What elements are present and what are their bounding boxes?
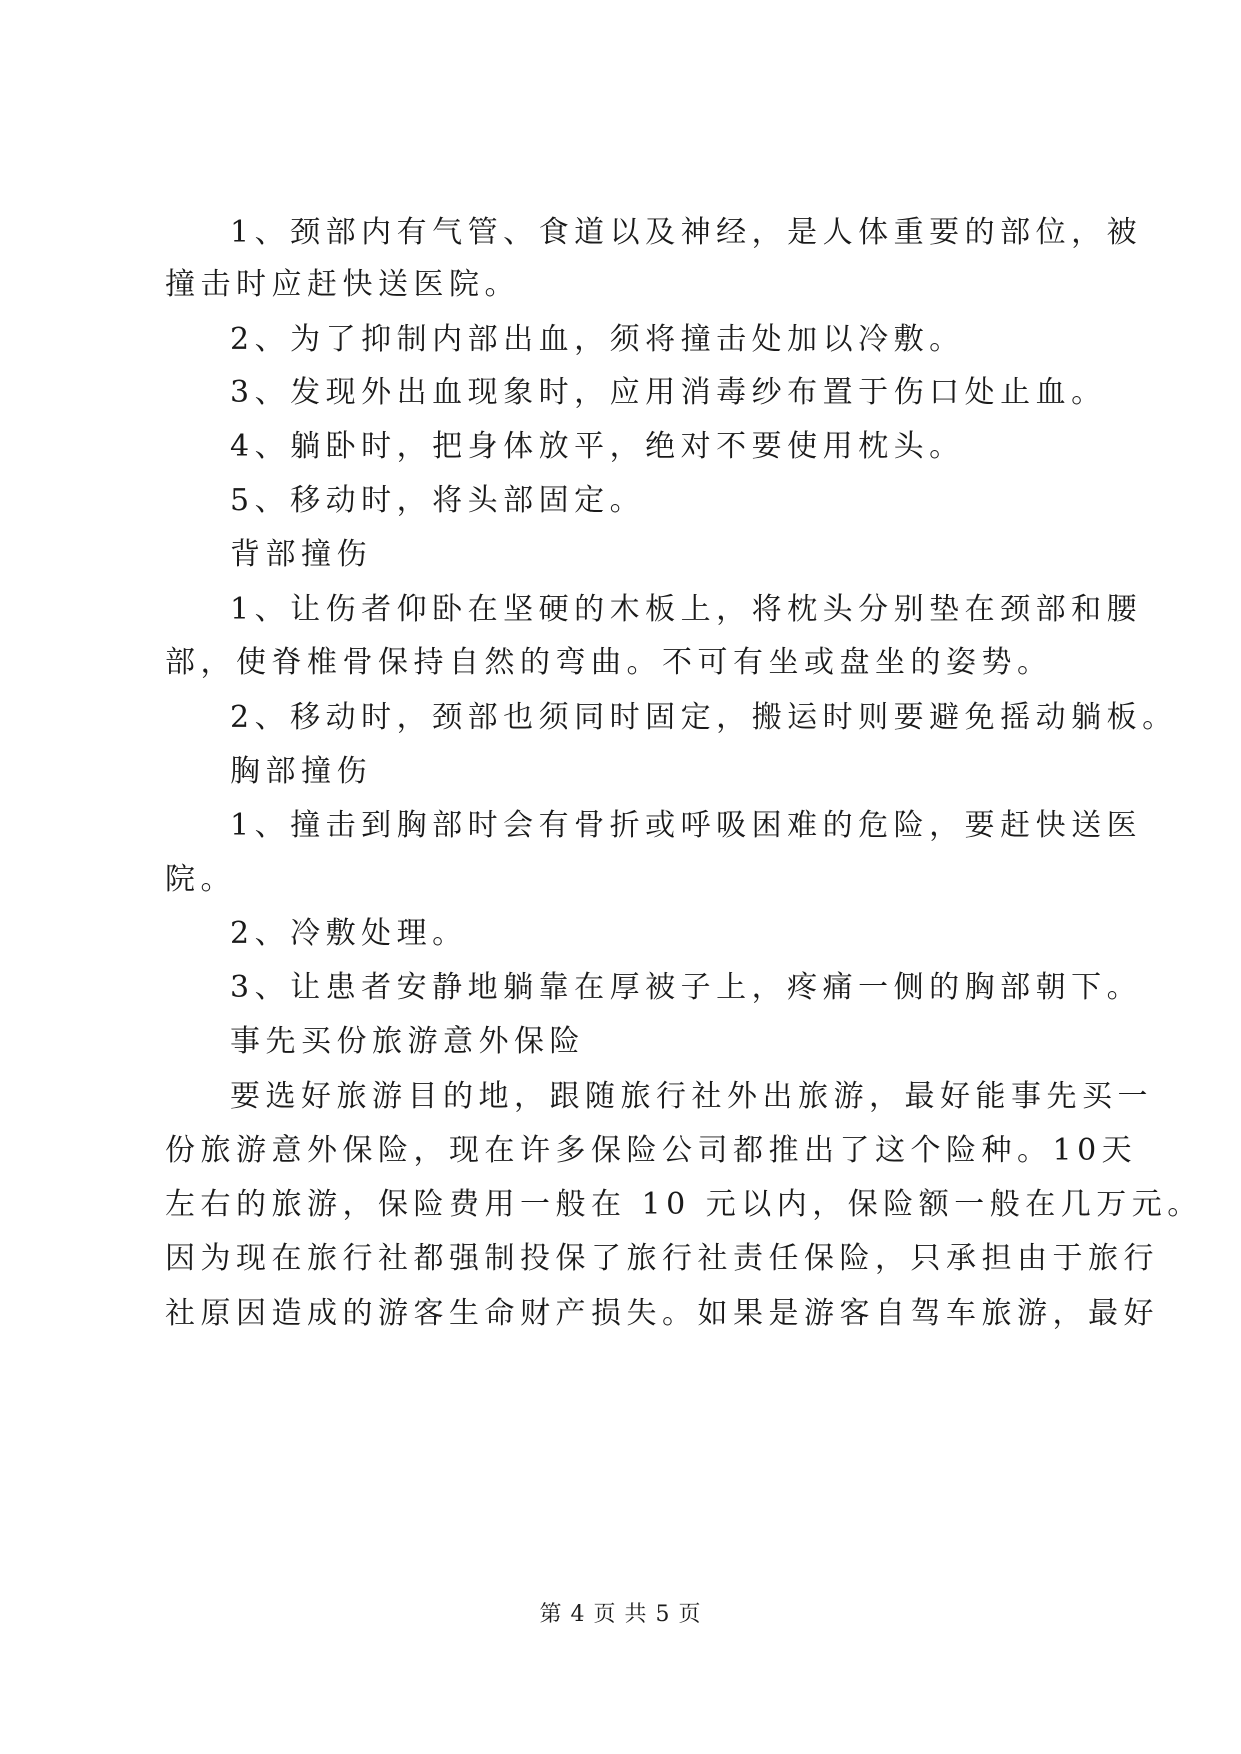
section-heading-travel-insurance: 事先买份旅游意外保险 — [230, 1024, 585, 1059]
paragraph-line: 部，使脊椎骨保持自然的弯曲。不可有坐或盘坐的姿势。 — [165, 645, 1053, 680]
paragraph-line: 1、撞击到胸部时会有骨折或呼吸困难的危险，要赶快送医 — [230, 808, 1143, 843]
paragraph-line: 3、发现外出血现象时，应用消毒纱布置于伤口处止血。 — [230, 375, 1107, 410]
paragraph-line: 要选好旅游目的地，跟随旅行社外出旅游，最好能事先买一 — [230, 1079, 1153, 1114]
section-heading-back-injury: 背部撞伤 — [230, 537, 372, 572]
paragraph-line: 社原因造成的游客生命财产损失。如果是游客自驾车旅游，最好 — [165, 1296, 1159, 1331]
paragraph-line: 5、移动时，将头部固定。 — [230, 483, 646, 518]
paragraph-line: 2、移动时，颈部也须同时固定，搬运时则要避免摇动躺板。 — [230, 700, 1178, 735]
paragraph-line: 院。 — [165, 862, 236, 897]
paragraph-line: 左右的旅游，保险费用一般在 10 元以内，保险额一般在几万元。 — [165, 1187, 1203, 1222]
section-heading-chest-injury: 胸部撞伤 — [230, 754, 372, 789]
paragraph-line: 份旅游意外保险，现在许多保险公司都推出了这个险种。10天 — [165, 1133, 1138, 1168]
page-number-footer: 第 4 页 共 5 页 — [539, 1602, 702, 1627]
paragraph-line: 4、躺卧时，把身体放平，绝对不要使用枕头。 — [230, 429, 965, 464]
paragraph-line: 1、颈部内有气管、食道以及神经，是人体重要的部位，被 — [230, 215, 1143, 250]
paragraph-line: 因为现在旅行社都强制投保了旅行社责任保险，只承担由于旅行 — [165, 1241, 1159, 1276]
paragraph-line: 撞击时应赶快送医院。 — [165, 267, 520, 302]
paragraph-line: 3、让患者安静地躺靠在厚被子上，疼痛一侧的胸部朝下。 — [230, 970, 1143, 1005]
paragraph-line: 2、为了抑制内部出血，须将撞击处加以冷敷。 — [230, 322, 965, 357]
paragraph-line: 1、让伤者仰卧在坚硬的木板上，将枕头分别垫在颈部和腰 — [230, 592, 1143, 627]
paragraph-line: 2、冷敷处理。 — [230, 916, 468, 951]
